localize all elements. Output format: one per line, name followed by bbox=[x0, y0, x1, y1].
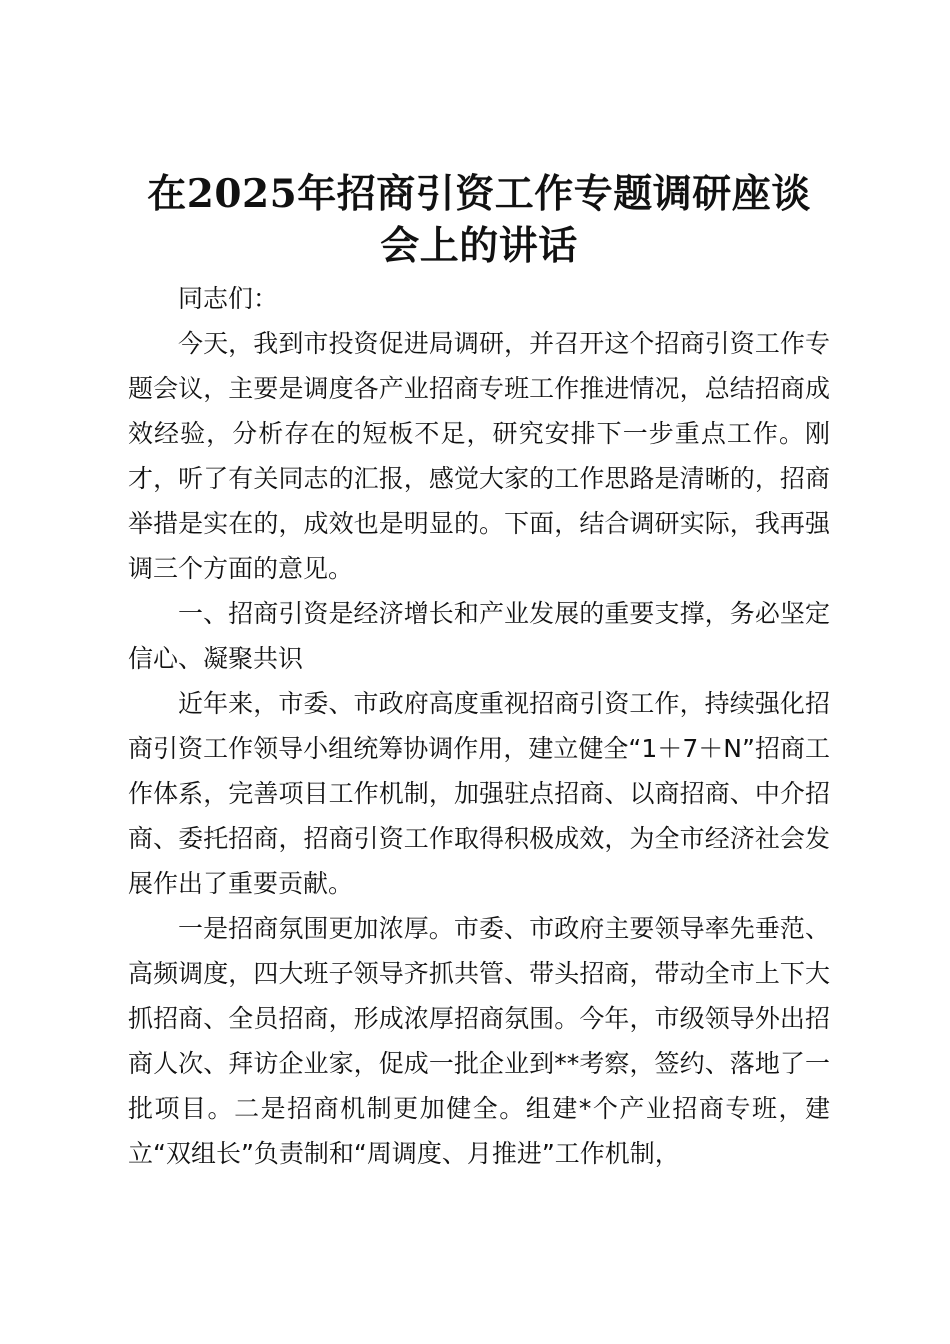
document-title: 在2025年招商引资工作专题调研座谈会上的讲话 bbox=[147, 171, 811, 269]
body-paragraph: 一是招商氛围更加浓厚。市委、市政府主要领导率先垂范、高频调度，四大班子领导齐抓共管、带头招商，带动全市上下大抓招商、全员招商，形成浓厚招商氛围。今年，市级领导外出招商人次、拜访企业家，促成一批企业到**考察，签约、落地了一批项目。二是招商机制更加健全。组建*个产业招商专班，建立“双组长”负责制和“周调度、月推进”工作机制， bbox=[128, 914, 830, 1168]
salutation: 同志们： bbox=[178, 284, 279, 313]
document-body bbox=[128, 276, 830, 1176]
section-heading: 一、招商引资是经济增长和产业发展的重要支撑，务必坚定信心、凝聚共识 bbox=[128, 599, 830, 673]
body-paragraph: 近年来，市委、市政府高度重视招商引资工作，持续强化招商引资工作领导小组统筹协调作用，建立健全“1＋7＋N”招商工作体系，完善项目工作机制，加强驻点招商、以商招商、中介招商、委托招商，招商引资工作取得积极成效，为全市经济社会发展作出了重要贡献。 bbox=[128, 689, 830, 898]
intro-paragraph: 今天，我到市投资促进局调研，并召开这个招商引资工作专题会议，主要是调度各产业招商专班工作推进情况，总结招商成效经验，分析存在的短板不足，研究安排下一步重点工作。刚才，听了有关同志的汇报，感觉大家的工作思路是清晰的，招商举措是实在的，成效也是明显的。下面，结合调研实际，我再强调三个方面的意见。 bbox=[128, 329, 830, 583]
